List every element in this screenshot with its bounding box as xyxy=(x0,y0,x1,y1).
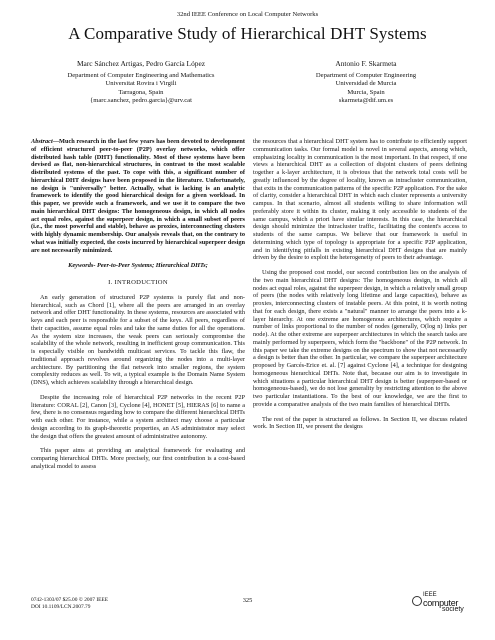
paragraph: The rest of the paper is structured as follows. In Section II, we discuss related work. In Section III, we present the designs xyxy=(253,415,467,431)
logo-mark-icon xyxy=(412,596,422,606)
author-dept: Department of Computer Engineering and Mathematics xyxy=(67,71,215,79)
paragraph: Despite the increasing role of hierarchical P2P networks in the recent P2P literature: CORAL [2], Canon [3], Cyclone [4], HONET [5], HIERAS [6] to name a few, there is no consensus regarding how to compare the different hierarchical DHTs with each other. For instance, while a system architect may choose a particular design according to its graph-theoretic properties, an AS administrator may select the design that offers the greatest amount of administrative autonomy. xyxy=(31,393,245,440)
logo-sub-text: society xyxy=(442,606,464,613)
author-name: Marc Sánchez Artigas, Pedro García López xyxy=(76,59,206,68)
abstract-lead: Abstract xyxy=(31,138,53,145)
author-email: skarmeta@dif.um.es xyxy=(338,97,394,105)
author-1 xyxy=(26,60,256,106)
paragraph: An early generation of structured P2P systems is purely flat and non-hierarchical, such as Chord [1], where all the peers are arranged in an overlay network and offer DHT functionality. In these systems, resources are associated with keys and each peer is responsible for a subset of the keys. All peers, regardless of their capacities, assume equal roles and take the same duties for all the operations. As the system size increases, the weak peers can seriously compromise the scalability of the whole network, resulting in inefficient group communication. This is especially visible on bandwidth multicast services. To tackle this flaw, the traditional approach revolves around organizing the nodes into a multi-layer architecture. By partitioning the flat network into smaller regions, the system complexity reduces as well. To wit, a typical example is the Domain Name System (DNS), which achieves scalability through a hierarchical design. xyxy=(31,293,245,386)
author-2 xyxy=(266,60,466,106)
page-number: 325 xyxy=(242,597,253,604)
paragraph: Using the proposed cost model, our second contribution lies on the analysis of the two main hierarchical DHT designs: The homogeneous design, in which all nodes act equal roles, against the superpeer design, in which a relatively small group of peers (the nodes with relatively long lifetime and large capacities), behave as proxies, interconnecting clusters of instable peers. At this point, it is worth noting that for each design, there exists a "natural" manner to arrange the peers into a k-layer hierarchy. At one extreme are homogenous architectures, which require a number of links proportional to the number of nodes (generally, O(log n) links per node). At the other extreme are superpeer architectures in which the search tasks are mainly performed by superpeers, which form the "backbone" of the P2P network. In this paper we take the extreme designs on the spectrum to show that not necessarily a design is better than the other. In particular, we compare the superpeer architecture proposed by Garcés-Erice et. al. [7] against Cyclone [4], a technique for designing homogeneous hierarchical DHTs. Note that, because our aim is to investigate in which situations a particular hierarchical DHT design is better (superpeer-based or homogeneous-based), we do not lose generality by restricting attention to the above two particular instantiations. To the best of our knowledge, we are the first to provide a comparative analysis of the two main families of hierarchical DHTs. xyxy=(253,269,467,408)
paragraph: This paper aims at providing an analytical framework for evaluating and comparing hierarchical DHTs. More precisely, our first contribution is a cost-based analytical model to assess xyxy=(31,447,245,470)
keywords: Keywords- Peer-to-Peer Systems; Hierarchical DHTs; xyxy=(68,262,208,270)
footer-issn: 0742-1303/07 $25.00 © 2007 IEEE xyxy=(31,597,109,603)
author-city: Tarragona, Spain xyxy=(118,88,164,96)
author-block xyxy=(26,60,469,106)
paragraph: the resources that a hierarchical DHT system has to contribute to efficiently support communication tasks. Our formal model is novel in several aspects, among which, emphasizing locality in communication is the most important. In that respect, if one views a hierarchical DHT as a collection of disjoint clusters of peers defining together a k-layer architecture, it is obvious that the network total costs will be greatly influenced by the degree of locality, known as intracluster communication, that exits in the communication patterns of the specific P2P application. For the sake of clarity, consider a hierarchical DHT in which each cluster represents a university campus. In that scenario, almost all students willing to share information will preferably store it within its cluster, making it only accessible to students of the same campus, which a priori have similar interests. In this case, the hierarchical design should minimize the intracluster traffic, facilitating the content's access to students of the same campus. We believe that our framework is useful in determining which type of topology is appropriate for a specific P2P application, and in identifying pitfalls in existing hierarchical DHT designs that are mainly driven by the desire to exploit the heterogeneity of peers to their advantage. xyxy=(253,138,467,262)
computer-society-logo xyxy=(412,592,472,616)
author-city: Murcia, Spain xyxy=(347,88,385,96)
paper-title: A Comparative Study of Hierarchical DHT Systems xyxy=(68,24,427,43)
footer-doi: DOI 10.1109/LCN.2007.79 xyxy=(31,604,91,610)
left-column xyxy=(31,138,245,478)
abstract xyxy=(31,138,245,254)
author-name: Antonio F. Skarmeta xyxy=(335,59,397,68)
author-univ: Universitat Rovira i Virgili xyxy=(105,80,177,88)
author-dept: Department of Computer Engineering xyxy=(315,71,417,79)
section-heading: I. INTRODUCTION xyxy=(108,279,168,286)
right-column xyxy=(253,138,467,438)
logo-big-text: computer xyxy=(423,598,459,608)
conference-header: 32nd IEEE Conference on Local Computer Networks xyxy=(176,11,319,18)
abstract-text: —Much research in the last few years has been devoted to development of efficient structured peer-to-peer (P2P) overlay networks, which offer distributed hash table (DHT) functionality. Most of these systems have been devised as flat, non-hierarchical structures, in contrast to the most scalable distributed systems of the past. To cope with this, a significant number of hierarchical DHT designs have been proposed in the literature. Unfortunately, no design is "universally" better. Actually, what is lacking is an analytic framework to identify the good hierarchical design for a given workload. In this paper, we provide such a framework, and we use it to compare the two main hierarchical DHT designs: The homogeneous design, in which all nodes act equal roles, against the superpeer design, in which a small subset of peers (i.e., the most powerful and stable), behave as proxies, interconnecting clusters with highly dynamic membership. Our analysis reveals that, on the contrary to what was initially expected, the costs incurred by hierarchical superpeer design are not necessarily minimized. xyxy=(31,138,245,254)
logo-small-text: IEEE xyxy=(423,592,437,598)
author-univ: Universidad de Murcia xyxy=(335,80,397,88)
author-email: {marc.sanchez, pedro.garcia}@urv.cat xyxy=(90,97,192,105)
